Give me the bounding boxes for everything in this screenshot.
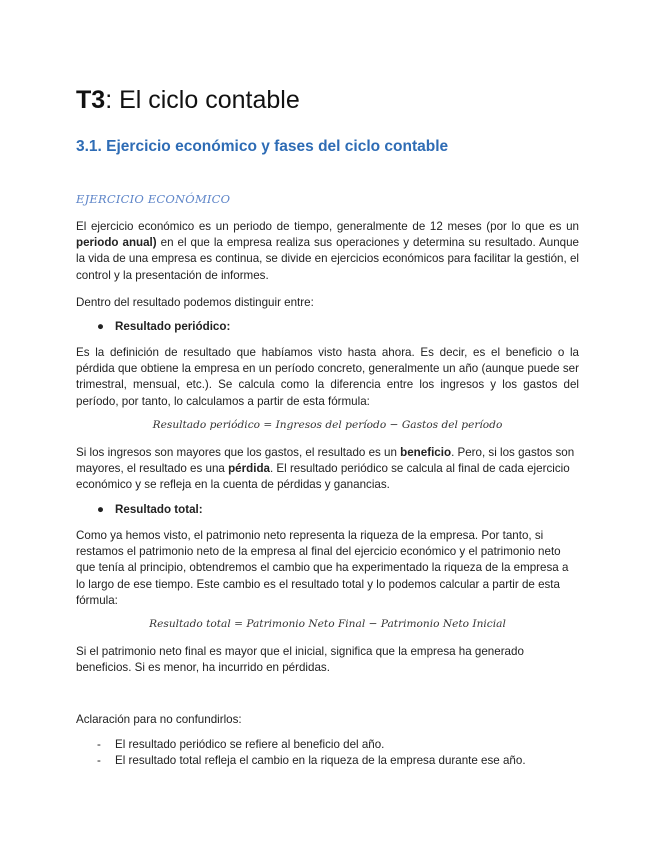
list-item-text: El resultado periódico se refiere al beneficio del año. (115, 738, 385, 751)
paragraph-ejercicio-economico (76, 219, 579, 284)
formula-resultado-periodico: Resultado periódico = Ingresos del período − Gastos del período (152, 419, 503, 431)
list-item (97, 754, 526, 767)
list-item-text: El resultado total refleja el cambio en la riqueza de la empresa durante ese año. (115, 754, 526, 767)
paragraph-beneficio-perdida (76, 445, 579, 494)
para1-text-a: El ejercicio económico es un periodo de tiempo, generalmente de 12 meses (por lo que es un (76, 220, 579, 233)
bullet-label: Resultado periódico: (115, 320, 231, 333)
para3-text-a: Si los ingresos son mayores que los gastos, el resultado es un (76, 446, 401, 459)
paragraph-distinguish: Dentro del resultado podemos distinguir entre: (76, 296, 314, 309)
bullet-label: Resultado total: (115, 503, 203, 516)
bullet-resultado-total (97, 503, 203, 516)
list-dash: - (97, 738, 101, 751)
para3-bold-perdida: pérdida (228, 462, 270, 476)
list-dash: - (97, 754, 101, 767)
paragraph-patrimonio-final: Si el patrimonio neto final es mayor que el inicial, significa que la empresa ha generado beneficios. Si es menor, ha incurrido en pérdidas. (76, 645, 524, 675)
subheading: EJERCICIO ECONÓMICO (76, 192, 231, 206)
list-item (97, 738, 384, 751)
para3-text-e: . El resultado periódico se calcula al final de cada ejercicio económico y se refleja en la cuenta de pérdidas y ganancias. (76, 462, 570, 492)
para3-bold-beneficio: beneficio (400, 446, 452, 459)
title-code: T3 (76, 86, 106, 114)
page-title (76, 86, 300, 115)
bullet-dot: ● (97, 320, 105, 333)
para1-bold: periodo anual) (76, 236, 157, 250)
formula-resultado-total: Resultado total = Patrimonio Neto Final − Patrimonio Neto Inicial (149, 618, 506, 630)
paragraph-clarification: Aclaración para no confundirlos: (76, 713, 242, 726)
para3-text-c: . Pero, si los gastos son mayores, el resultado es una (76, 446, 575, 476)
title-text: : El ciclo contable (105, 86, 300, 114)
bullet-resultado-periodico (97, 320, 230, 333)
section-heading: 3.1. Ejercicio económico y fases del ciclo contable (76, 138, 449, 155)
para1-text-c: en el que la empresa realiza sus operaciones y determina su resultado. Aunque la vida de una empresa es continua, se divide en ejercicios económicos para facilitar la gestión, el control y la presentación de informes. (76, 236, 579, 282)
paragraph-resultado-total: Como ya hemos visto, el patrimonio neto representa la riqueza de la empresa. Por tanto, si restamos el patrimonio neto de la empresa al final del ejercicio económico y el patrimonio neto que tenía al principio, obtendremos el cambio que ha experimentado la riqueza de la empresa a lo largo de ese tiempo. Este cambio es el resultado total y lo podemos calcular a partir de esta fórmula: (76, 529, 569, 607)
paragraph-resultado-periodico: Es la definición de resultado que habíamos visto hasta ahora. Es decir, es el beneficio o la pérdida que obtiene la empresa en un período concreto, generalmente un año (aunque puede ser trimestral, mensual, etc.). Se calcula como la diferencia entre los ingresos y los gastos del período, por tanto, lo calculamos a partir de esta fórmula: (76, 346, 579, 408)
bullet-dot: ● (97, 503, 105, 516)
